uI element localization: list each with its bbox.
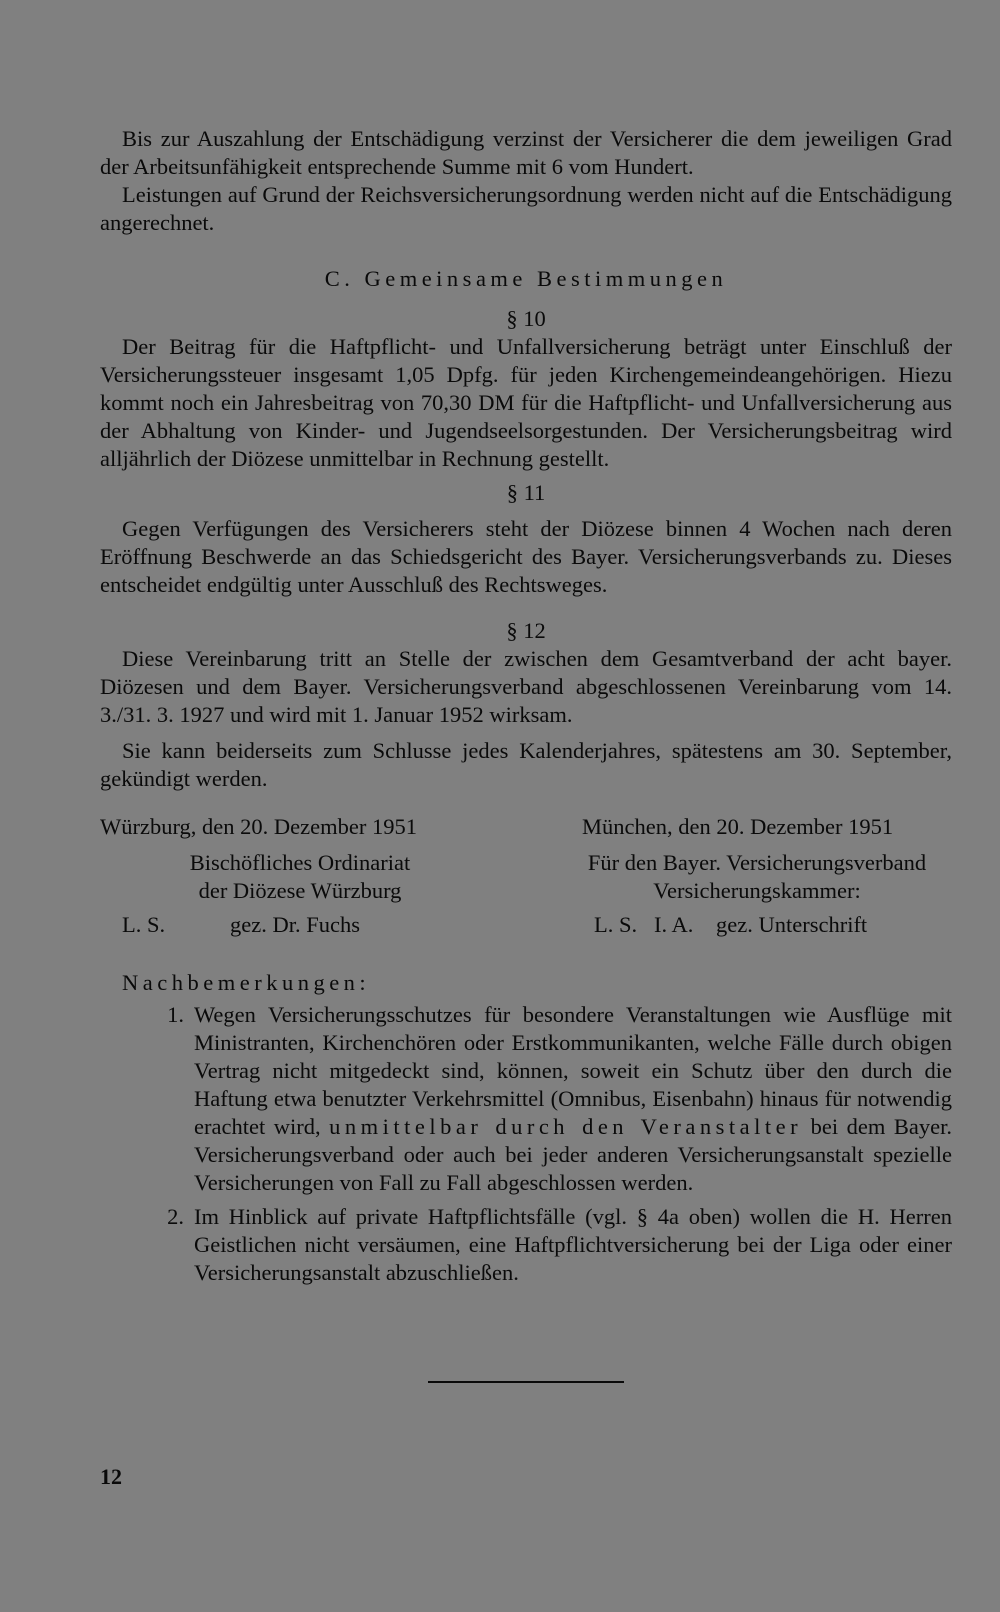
note-body-2: Im Hinblick auf private Haftpflichtsfälle (vgl. § 4a oben) wollen die H. Herren Geistlichen nicht versäumen, eine Haftpflichtversicherung bei der Liga oder einer Versicherungsanstalt abzuschließen. (194, 1204, 952, 1285)
signature-left-ls: L. S. (122, 912, 166, 937)
signature-left-seal-row (100, 911, 500, 939)
note-1-text-spaced: unmittelbar durch den Veranstalter (329, 1114, 803, 1139)
signature-right-ia: I. A. (654, 912, 694, 937)
intro-paragraph-interest: Bis zur Auszahlung der Entschädigung verzinst der Versicherer die dem jeweiligen Grad der Arbeitsunfähigkeit entsprechende Summe mit 6 vom Hundert. (100, 126, 952, 179)
intro-paragraph-benefits: Leistungen auf Grund der Reichsversicherungsordnung werden nicht auf die Entschädigung angerechnet. (100, 182, 952, 235)
paragraph-10-text: Der Beitrag für die Haftpflicht- und Unfallversicherung beträgt unter Einschluß der Versicherungssteuer insgesamt 1,05 Dpfg. für jeden Kirchengemeindeangehörigen. Hiezu kommt noch ein Jahresbeitrag von 70,30 DM für die Haftpflicht- und Unfallversicherung aus der Abhaltung von Kinder- und Jugendseelsorgestunden. Der Versicherungsbeitrag wird alljährlich der Diözese unmittelbar in Rechnung gestellt. (100, 334, 952, 471)
paragraph-mark-10: § 10 (506, 306, 546, 331)
signature-left-org-line2: der Diözese Würzburg (198, 878, 402, 903)
notes-title: Nachbemerkungen: (122, 970, 371, 995)
signature-left-place-date: Würzburg, den 20. Dezember 1951 (100, 814, 417, 839)
signature-right-org-line2: Versicherungskammer: (653, 878, 861, 903)
note-body-1 (194, 1001, 952, 1197)
signature-left-org-line1: Bischöfliches Ordinariat (189, 850, 411, 875)
signature-right-seal-row (562, 911, 952, 939)
signature-right-org-line1: Für den Bayer. Versicherungsverband (587, 850, 927, 875)
signature-block (100, 813, 952, 939)
paragraph-12-termination: Sie kann beiderseits zum Schlusse jedes Kalenderjahres, spätestens am 30. September, gekündigt werden. (100, 738, 952, 791)
paragraph-11-text: Gegen Verfügungen des Versicherers steht der Diözese binnen 4 Wochen nach deren Eröffnung Beschwerde an das Schiedsgericht des Bayer. Versicherungsverbands zu. Dieses entscheidet endgültig unter Ausschluß des Rechtsweges. (100, 516, 952, 597)
note-1-text-a: Wegen Versicherungsschutzes für besondere Veranstaltungen wie Ausflüge mit Ministranten, Kirchenchören oder Erstkommunikanten, welche Fälle durch obigen Vertrag nicht mitgedeckt sind, können, soweit ein Schutz über den durch die Haftung etwa benutzter Verkehrsmittel (Omnibus, Eisenbahn) hinaus für notwendig erachtet wird, (194, 1002, 952, 1139)
note-number-2: 2. (167, 1204, 184, 1229)
document-page (100, 125, 952, 1287)
signature-right-place-date: München, den 20. Dezember 1951 (582, 814, 894, 839)
signature-right-ls: L. S. (594, 912, 638, 937)
signature-left-signed: gez. Dr. Fuchs (230, 912, 360, 937)
signature-left (100, 813, 500, 939)
section-c-heading: C. Gemeinsame Bestimmungen (324, 266, 728, 291)
note-item-2 (100, 1203, 952, 1287)
note-number-1: 1. (167, 1002, 184, 1027)
notes-list (100, 1001, 952, 1287)
end-rule (428, 1381, 624, 1383)
paragraph-12-text: Diese Vereinbarung tritt an Stelle der zwischen dem Gesamtverband der acht bayer. Diözesen und dem Bayer. Versicherungsverband abgeschlossenen Vereinbarung vom 14. 3./31. 3. 1927 und wird mit 1. Januar 1952 wirksam. (100, 646, 952, 727)
note-1-text-b: bei dem Bayer. Versicherungsverband oder auch bei jeder anderen Versicherungsanstalt spezielle Versicherungen von Fall zu Fall abgeschlossen werden. (194, 1114, 953, 1195)
signature-right (562, 813, 952, 939)
note-item-1 (100, 1001, 952, 1197)
signature-right-signed: gez. Unterschrift (716, 912, 868, 937)
paragraph-mark-11: § 11 (506, 480, 546, 505)
paragraph-mark-12: § 12 (506, 618, 546, 643)
page-number: 12 (100, 1464, 122, 1489)
